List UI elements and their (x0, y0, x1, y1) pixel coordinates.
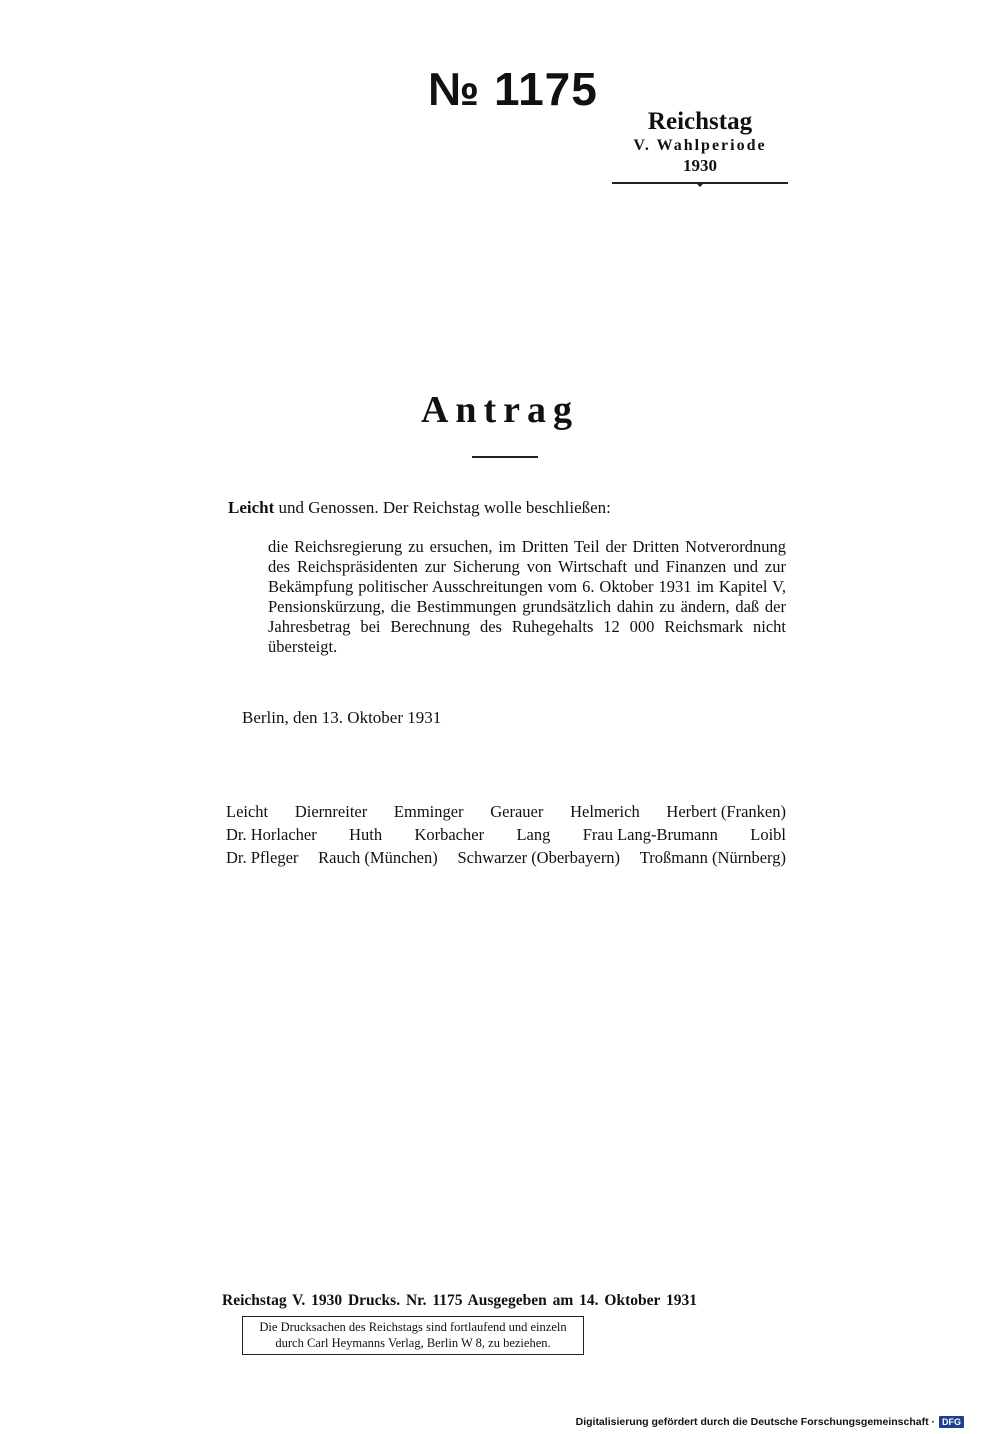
signer: Loibl (750, 825, 786, 844)
signers-line (226, 800, 786, 823)
signer: Frau Lang-Brumann (582, 825, 718, 844)
place-date: Berlin, den 13. Oktober 1931 (242, 708, 442, 727)
signers-line (226, 846, 786, 869)
distribution-note-line: durch Carl Heymanns Verlag, Berlin W 8, zu beziehen. (275, 1336, 551, 1350)
motion-author: Leicht (228, 498, 275, 517)
dfg-logo: DFG (939, 1416, 964, 1428)
signer: Rauch (München) (318, 848, 438, 867)
signer: Diernreiter (294, 802, 368, 821)
stamp-divider (612, 182, 788, 184)
document-heading: Antrag (420, 389, 580, 431)
signer: Helmerich (570, 802, 640, 821)
reichstag-title: Reichstag (647, 108, 753, 135)
signer: Dr. Pfleger (226, 848, 299, 867)
period-year: 1930 (683, 156, 717, 175)
signer: Korbacher (414, 825, 485, 844)
signer: Emminger (393, 802, 464, 821)
legislative-period: V. Wahlperiode (633, 137, 767, 154)
signer: Lang (516, 825, 551, 844)
signers-list (226, 800, 786, 869)
signers-line (226, 823, 786, 846)
signer: Troßmann (Nürnberg) (639, 848, 786, 867)
signer: Gerauer (490, 802, 544, 821)
digitization-text: Digitalisierung gefördert durch die Deutsche Forschungsgemeinschaft · (575, 1416, 935, 1428)
publication-footer: Reichstag V. 1930 Drucks. Nr. 1175 Ausgegeben am 14. Oktober 1931 (222, 1292, 697, 1309)
reichstag-stamp (612, 108, 788, 184)
digitization-credit (576, 1416, 964, 1428)
signer: Leicht (226, 802, 269, 821)
signer: Dr. Horlacher (226, 825, 317, 844)
distribution-note-line: Die Drucksachen des Reichstags sind fortlaufend und einzeln (259, 1320, 567, 1334)
motion-body: die Reichsregierung zu ersuchen, im Dritten Teil der Dritten Notverordnung des Reichspräsidenten zur Sicherung von Wirtschaft und Finanzen und zur Bekämpfung politischer Ausschreitungen vom 6. Oktober 1931 im Kapitel V, Pensionskürzung, die Bestimmungen grundsätzlich dahin zu ändern, daß der Jahresbetrag bei Berechnung des Ruhegehalts 12 000 Reichsmark nicht übersteigt. (268, 537, 786, 656)
document-number: № 1175 (428, 63, 598, 115)
signer: Herbert (Franken) (666, 802, 786, 821)
signer: Huth (349, 825, 383, 844)
motion-intro (228, 498, 611, 518)
motion-intro-text: und Genossen. Der Reichstag wolle beschließen: (274, 498, 611, 517)
distribution-note (242, 1316, 584, 1355)
heading-divider (472, 456, 538, 458)
signer: Schwarzer (Oberbayern) (457, 848, 621, 867)
